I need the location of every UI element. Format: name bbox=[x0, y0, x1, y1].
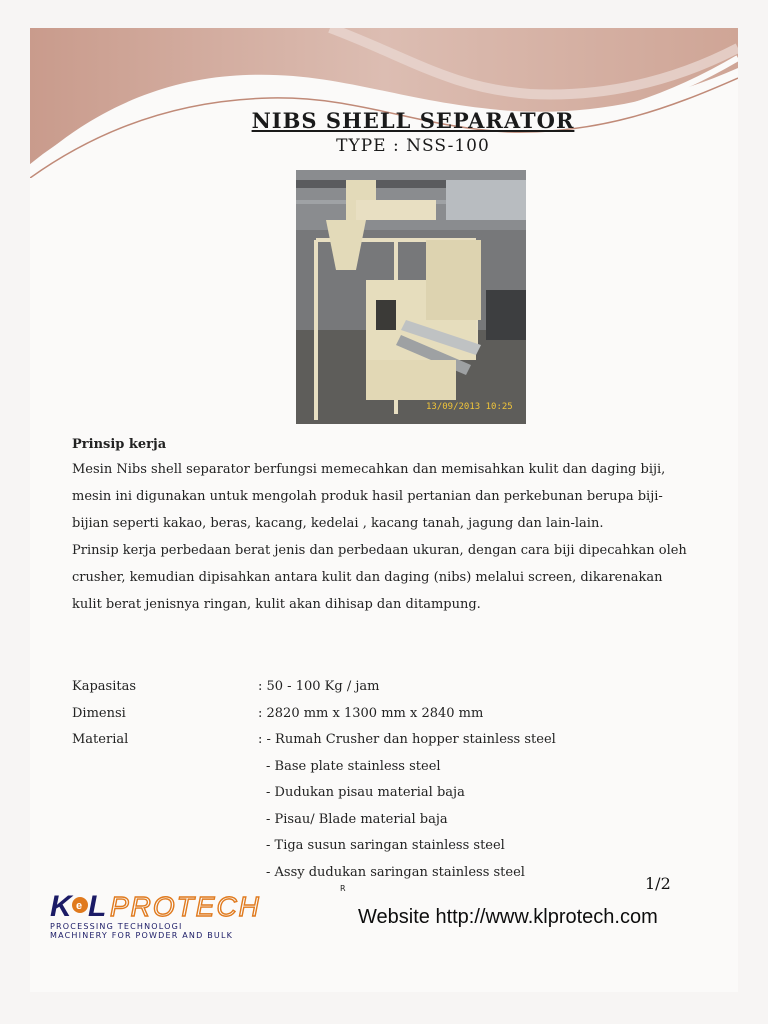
principle-paragraph-2: Prinsip kerja perbedaan berat jenis dan perbedaan ukuran, dengan cara biji dipecahkan oleh crusher, kemudian dipisahkan antara kulit dan daging (nibs) melalui screen, dikarenakan kulit berat jenisnya ringan, kulit akan dihisap dan ditampung. bbox=[72, 543, 687, 612]
material-list bbox=[266, 754, 692, 887]
machine-illustration bbox=[296, 170, 526, 424]
principle-section bbox=[72, 434, 692, 618]
svg-text:L: L bbox=[88, 890, 107, 923]
spec-row-dimension bbox=[72, 701, 692, 728]
machine-photo bbox=[296, 170, 526, 424]
page-number: 1/2 bbox=[645, 874, 671, 893]
spec-row-material bbox=[72, 727, 692, 754]
spec-value: : 2820 mm x 1300 mm x 2840 mm bbox=[258, 705, 484, 721]
material-item: - Assy dudukan saringan stainless steel bbox=[266, 864, 525, 880]
spec-value: : - Rumah Crusher dan hopper stainless steel bbox=[258, 732, 556, 747]
spec-label: Dimensi bbox=[72, 705, 126, 721]
svg-text:K: K bbox=[50, 890, 72, 923]
material-item: - Tiga susun saringan stainless steel bbox=[266, 838, 505, 853]
spec-label: Kapasitas bbox=[72, 679, 137, 694]
photo-date-stamp: 13/09/2013 10:25 bbox=[426, 402, 513, 412]
spec-row-capacity bbox=[72, 674, 692, 701]
svg-text:PROTECH: PROTECH bbox=[110, 891, 261, 922]
tagline-line-2: MACHINERY FOR POWDER AND BULK bbox=[50, 931, 234, 940]
principle-heading: Prinsip kerja bbox=[72, 437, 167, 452]
svg-text:e: e bbox=[76, 900, 83, 912]
page-subtitle: TYPE : NSS-100 bbox=[336, 136, 490, 156]
specifications bbox=[72, 674, 692, 886]
material-item: - Base plate stainless steel bbox=[266, 758, 441, 774]
material-item: - Dudukan pisau material baja bbox=[266, 785, 465, 800]
page-title: NIBS SHELL SEPARATOR bbox=[251, 108, 575, 133]
spec-label: Material bbox=[72, 732, 129, 747]
tagline-line-1: PROCESSING TECHNOLOGI bbox=[50, 922, 183, 931]
spec-value: : 50 - 100 Kg / jam bbox=[258, 679, 380, 694]
website-url: Website http://www.klprotech.com bbox=[358, 906, 658, 928]
material-item: - Pisau/ Blade material baja bbox=[266, 811, 448, 827]
logo-tagline bbox=[50, 922, 233, 940]
principle-paragraph-1: Mesin Nibs shell separator berfungsi memecahkan dan memisahkan kulit dan daging biji, mesin ini digunakan untuk mengolah produk hasil pertanian dan perkebunan berupa biji-bijian seperti kakao, beras, kacang, kedelai , kacang tanah, jagung dan lain-lain. bbox=[72, 462, 666, 531]
registered-mark: R bbox=[340, 884, 346, 893]
